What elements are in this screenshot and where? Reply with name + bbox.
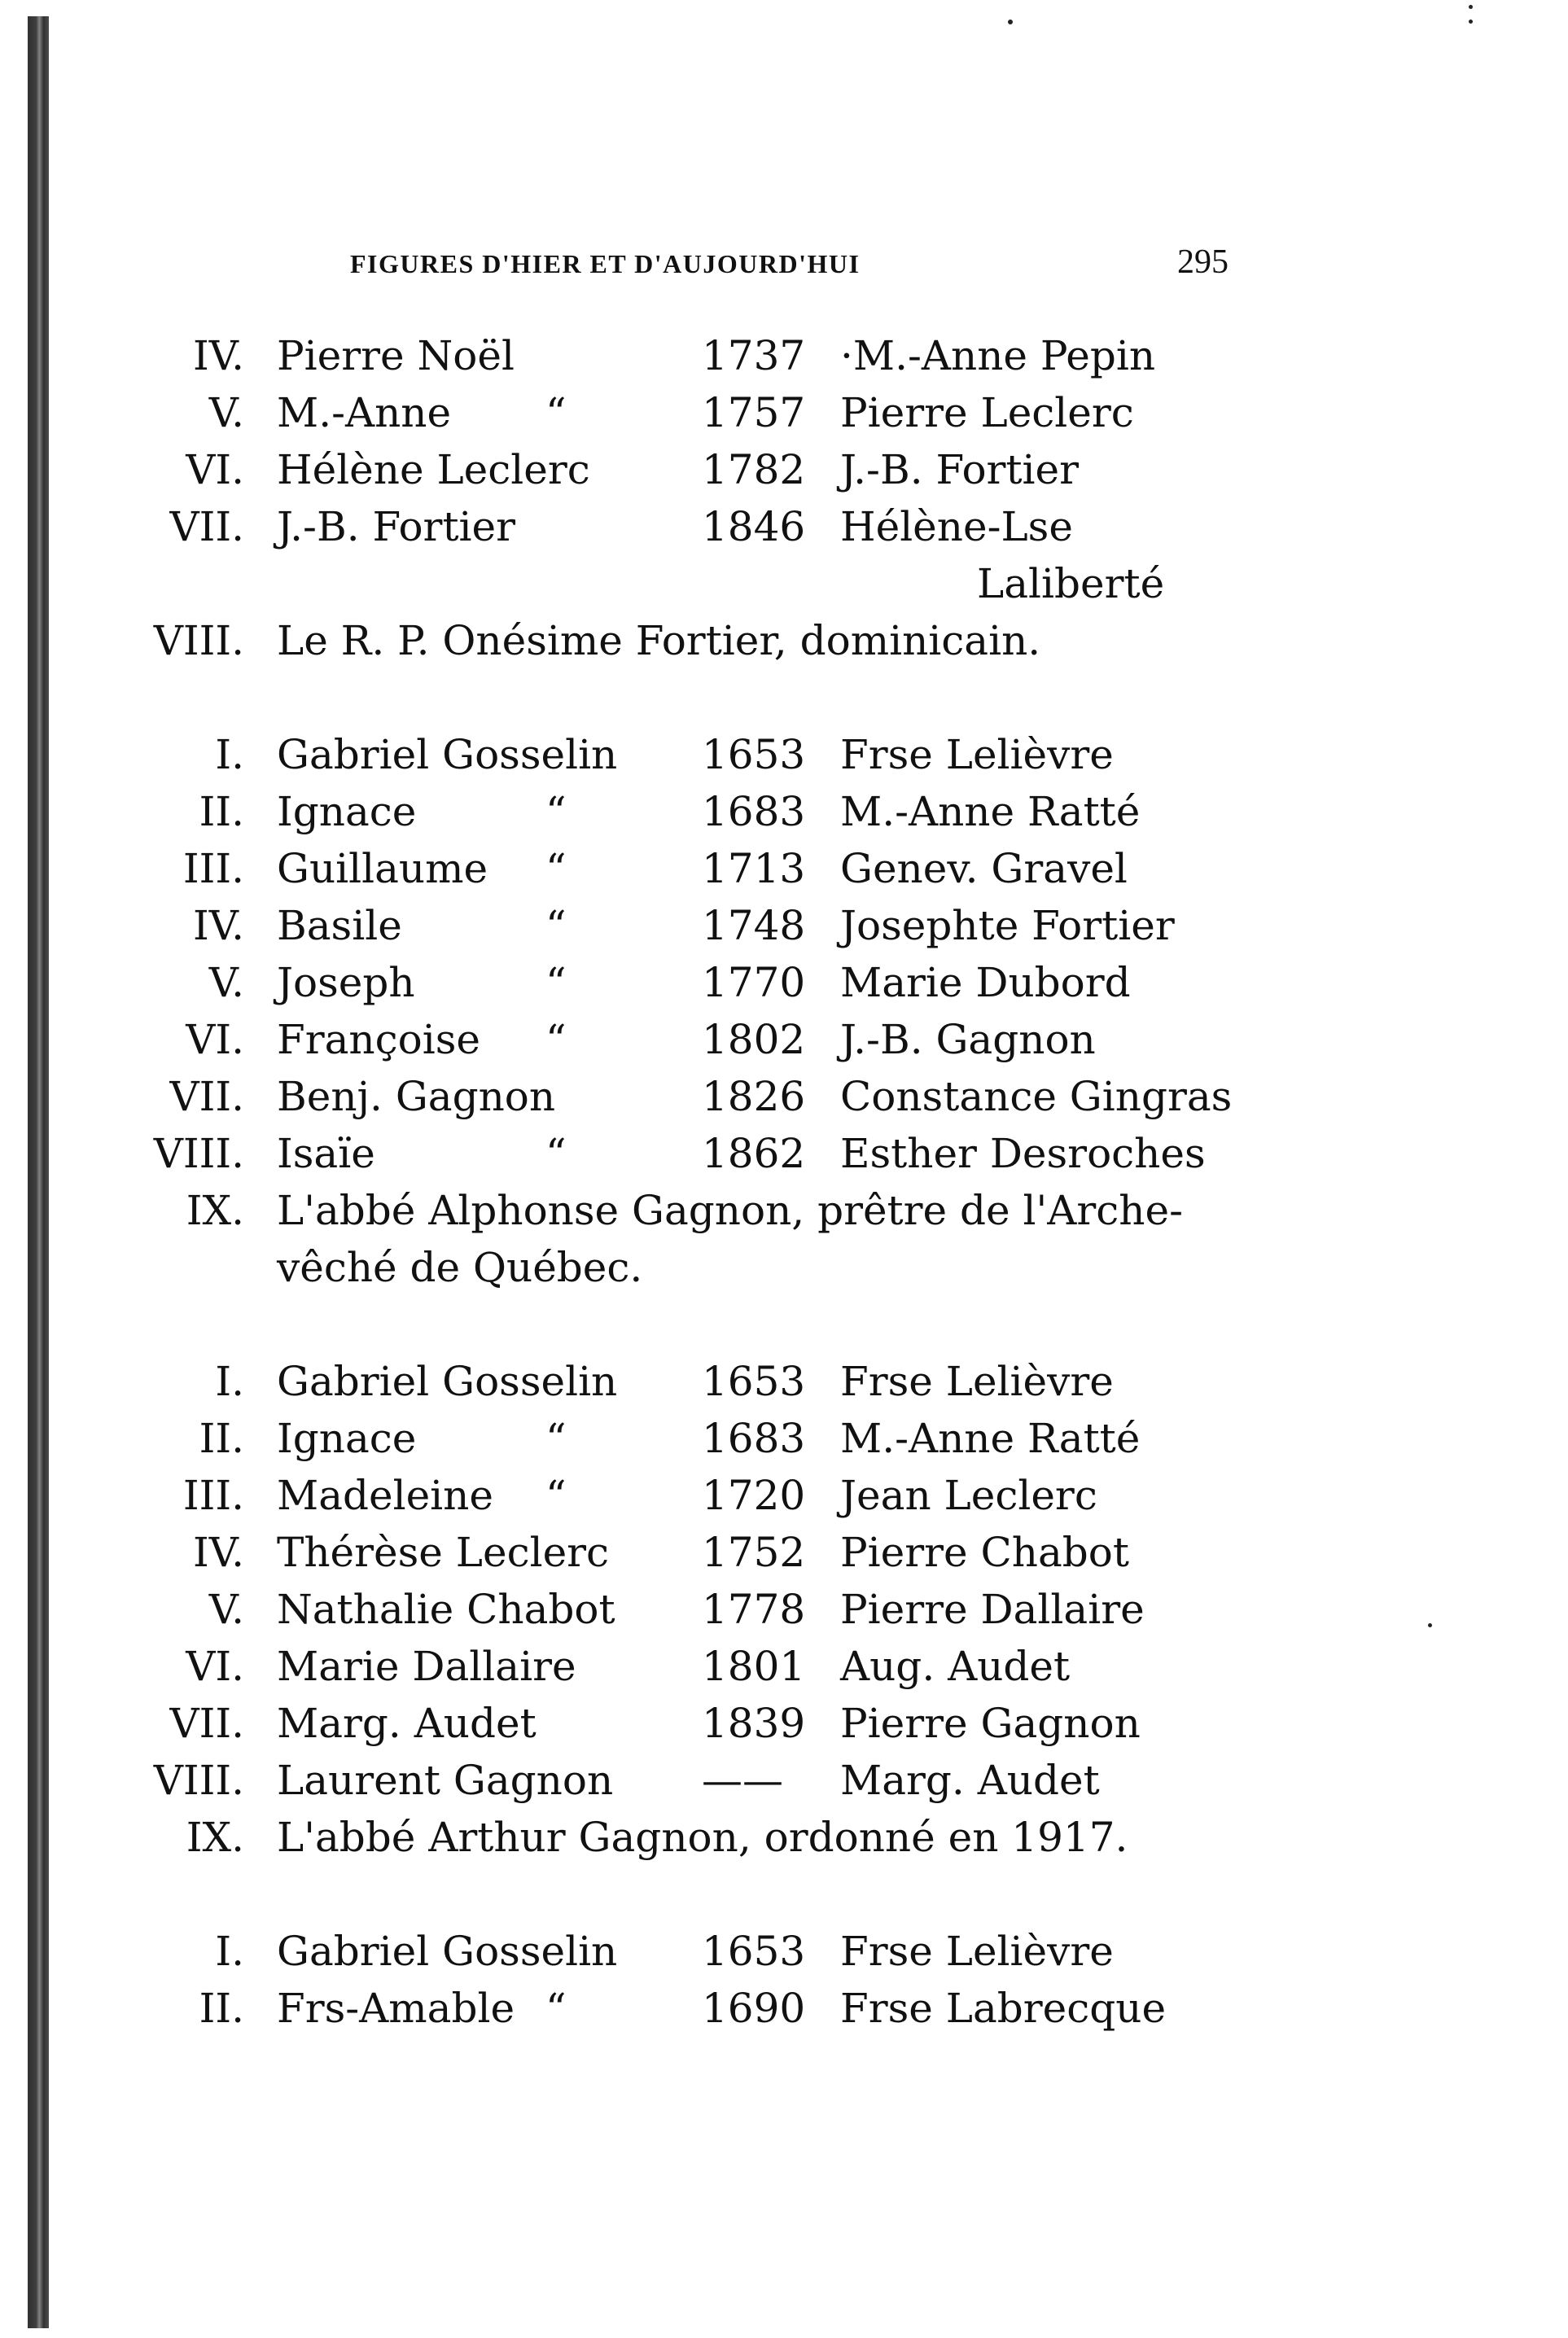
- ditto-mark: “: [545, 1130, 567, 1177]
- ditto-mark: “: [545, 788, 567, 835]
- lineage-row: [0, 1182, 1568, 1239]
- person-name: Frs-Amable: [277, 1985, 515, 2032]
- spouse-name: Aug. Audet: [840, 1643, 1071, 1690]
- marriage-year: 1862: [702, 1130, 806, 1177]
- marriage-year: 1653: [702, 731, 806, 778]
- entry-text: L'abbé Arthur Gagnon, ordonné en 1917.: [277, 1814, 1128, 1861]
- person-name: Marg. Audet: [277, 1700, 537, 1747]
- lineage-row: [0, 1467, 1568, 1524]
- person-name: Joseph: [277, 959, 415, 1006]
- generation-number: I.: [215, 731, 244, 778]
- generation-number: IV.: [192, 332, 244, 379]
- lineage-row: [0, 1011, 1568, 1068]
- generation-number: IX.: [186, 1814, 244, 1861]
- marriage-year: 1713: [702, 845, 806, 892]
- lineage-row: [0, 498, 1568, 555]
- ditto-mark: “: [545, 1985, 567, 2032]
- marriage-year: 1653: [702, 1928, 806, 1975]
- spouse-name: Genev. Gravel: [840, 845, 1128, 892]
- generation-number: IV.: [192, 1529, 244, 1576]
- ditto-mark: “: [545, 1016, 567, 1063]
- marriage-year: 1782: [702, 446, 806, 493]
- spouse-name: Frse Labrecque: [840, 1985, 1167, 2032]
- page-header: [0, 243, 1568, 291]
- lineage-row: [0, 1695, 1568, 1752]
- page-number: 295: [1177, 243, 1229, 281]
- person-name: Laurent Gagnon: [277, 1757, 614, 1804]
- spouse-name: Constance Gingras: [840, 1073, 1233, 1120]
- ditto-mark: “: [545, 389, 567, 436]
- marriage-year: 1720: [702, 1472, 806, 1519]
- lineage-row: [0, 1524, 1568, 1581]
- ditto-mark: “: [545, 959, 567, 1006]
- spouse-name: Frse Lelièvre: [840, 731, 1114, 778]
- entry-text: Le R. P. Onésime Fortier, dominicain.: [277, 617, 1041, 664]
- ditto-mark: “: [545, 1472, 567, 1519]
- marriage-year: 1748: [702, 902, 806, 949]
- marriage-year: 1737: [702, 332, 806, 379]
- generation-number: IX.: [186, 1187, 244, 1234]
- generation-number: V.: [208, 1586, 244, 1633]
- spouse-continuation: Laliberté: [977, 560, 1165, 607]
- generation-number: I.: [215, 1358, 244, 1405]
- person-name: Ignace: [277, 1415, 417, 1462]
- marriage-year: 1683: [702, 1415, 806, 1462]
- generation-number: VI.: [186, 446, 244, 493]
- scan-speck: [1469, 5, 1473, 9]
- person-name: J.-B. Fortier: [277, 503, 516, 550]
- marriage-year: 1839: [702, 1700, 806, 1747]
- marriage-year: 1801: [702, 1643, 806, 1690]
- marriage-year: 1802: [702, 1016, 806, 1063]
- person-name: Gabriel Gosselin: [277, 1928, 618, 1975]
- lineage-row: [0, 840, 1568, 897]
- spouse-name: Marie Dubord: [840, 959, 1131, 1006]
- spouse-name: Pierre Gagnon: [840, 1700, 1141, 1747]
- lineage-row: [0, 612, 1568, 669]
- lineage-row: [0, 384, 1568, 441]
- lineage-group: [0, 1353, 1568, 1866]
- spouse-name: Pierre Chabot: [840, 1529, 1129, 1576]
- generation-number: III.: [182, 845, 244, 892]
- lineage-row: [0, 441, 1568, 498]
- person-name: Guillaume: [277, 845, 488, 892]
- generation-number: VIII.: [153, 1130, 244, 1177]
- lineage-row: [0, 555, 1568, 612]
- generation-number: I.: [215, 1928, 244, 1975]
- spouse-name: Pierre Dallaire: [840, 1586, 1145, 1633]
- spouse-name: Esther Desroches: [840, 1130, 1206, 1177]
- marriage-year: 1690: [702, 1985, 806, 2032]
- lineage-row: [0, 954, 1568, 1011]
- entry-continuation: vêché de Québec.: [277, 1244, 643, 1291]
- generation-number: II.: [199, 788, 244, 835]
- marriage-year: 1683: [702, 788, 806, 835]
- marriage-year: 1653: [702, 1358, 806, 1405]
- spouse-name: ·M.-Anne Pepin: [840, 332, 1156, 379]
- lineage-group: [0, 1923, 1568, 2037]
- lineage-row: [0, 1980, 1568, 2037]
- lineage-row: [0, 1923, 1568, 1980]
- generation-number: III.: [182, 1472, 244, 1519]
- lineage-row: [0, 897, 1568, 954]
- person-name: Isaïe: [277, 1130, 375, 1177]
- lineage-row: [0, 1638, 1568, 1695]
- running-head: FIGURES D'HIER ET D'AUJOURD'HUI: [350, 249, 861, 278]
- lineage-group: [0, 327, 1568, 669]
- person-name: Basile: [277, 902, 402, 949]
- lineage-row: [0, 1809, 1568, 1866]
- entry-text: L'abbé Alphonse Gagnon, prêtre de l'Arche-: [277, 1187, 1183, 1234]
- spouse-name: Pierre Leclerc: [840, 389, 1134, 436]
- generation-number: VII.: [169, 1700, 244, 1747]
- person-name: Madeleine: [277, 1472, 493, 1519]
- generation-number: VIII.: [153, 617, 244, 664]
- generation-number: VI.: [186, 1016, 244, 1063]
- marriage-year: 1757: [702, 389, 806, 436]
- person-name: Gabriel Gosselin: [277, 731, 618, 778]
- lineage-row: [0, 1125, 1568, 1182]
- person-name: Hélène Leclerc: [277, 446, 590, 493]
- marriage-year: 1846: [702, 503, 806, 550]
- person-name: Françoise: [277, 1016, 480, 1063]
- marriage-year: 1752: [702, 1529, 806, 1576]
- generation-number: VI.: [186, 1643, 244, 1690]
- spouse-name: M.-Anne Ratté: [840, 788, 1141, 835]
- marriage-year: 1770: [702, 959, 806, 1006]
- person-name: M.-Anne: [277, 389, 452, 436]
- spouse-name: Marg. Audet: [840, 1757, 1100, 1804]
- marriage-year: 1778: [702, 1586, 806, 1633]
- lineage-row: [0, 1581, 1568, 1638]
- spouse-name: J.-B. Fortier: [840, 446, 1080, 493]
- spouse-name: Frse Lelièvre: [840, 1928, 1114, 1975]
- scan-speck: [1008, 20, 1013, 24]
- spouse-name: Frse Lelièvre: [840, 1358, 1114, 1405]
- person-name: Ignace: [277, 788, 417, 835]
- generation-number: VII.: [169, 1073, 244, 1120]
- generation-number: IV.: [192, 902, 244, 949]
- generation-number: II.: [199, 1415, 244, 1462]
- lineage-row: [0, 1353, 1568, 1410]
- generation-number: VII.: [169, 503, 244, 550]
- generation-number: VIII.: [153, 1757, 244, 1804]
- ditto-mark: “: [545, 845, 567, 892]
- spouse-name: J.-B. Gagnon: [840, 1016, 1096, 1063]
- marriage-year: ——: [702, 1757, 783, 1804]
- generation-number: V.: [208, 959, 244, 1006]
- person-name: Nathalie Chabot: [277, 1586, 615, 1633]
- lineage-row: [0, 1239, 1568, 1296]
- spouse-name: M.-Anne Ratté: [840, 1415, 1141, 1462]
- generation-number: II.: [199, 1985, 244, 2032]
- ditto-mark: “: [545, 902, 567, 949]
- lineage-row: [0, 783, 1568, 840]
- lineage-group: [0, 726, 1568, 1296]
- person-name: Pierre Noël: [277, 332, 515, 379]
- scan-speck: [1469, 20, 1473, 24]
- person-name: Gabriel Gosselin: [277, 1358, 618, 1405]
- lineage-row: [0, 726, 1568, 783]
- person-name: Marie Dallaire: [277, 1643, 576, 1690]
- spouse-name: Jean Leclerc: [840, 1472, 1097, 1519]
- lineage-row: [0, 1410, 1568, 1467]
- person-name: Thérèse Leclerc: [277, 1529, 610, 1576]
- marriage-year: 1826: [702, 1073, 806, 1120]
- lineage-row: [0, 1068, 1568, 1125]
- generation-number: V.: [208, 389, 244, 436]
- lineage-row: [0, 327, 1568, 384]
- spouse-name: Hélène-Lse: [840, 503, 1073, 550]
- spouse-name: Josephte Fortier: [840, 902, 1175, 949]
- person-name: Benj. Gagnon: [277, 1073, 556, 1120]
- lineage-row: [0, 1752, 1568, 1809]
- ditto-mark: “: [545, 1415, 567, 1462]
